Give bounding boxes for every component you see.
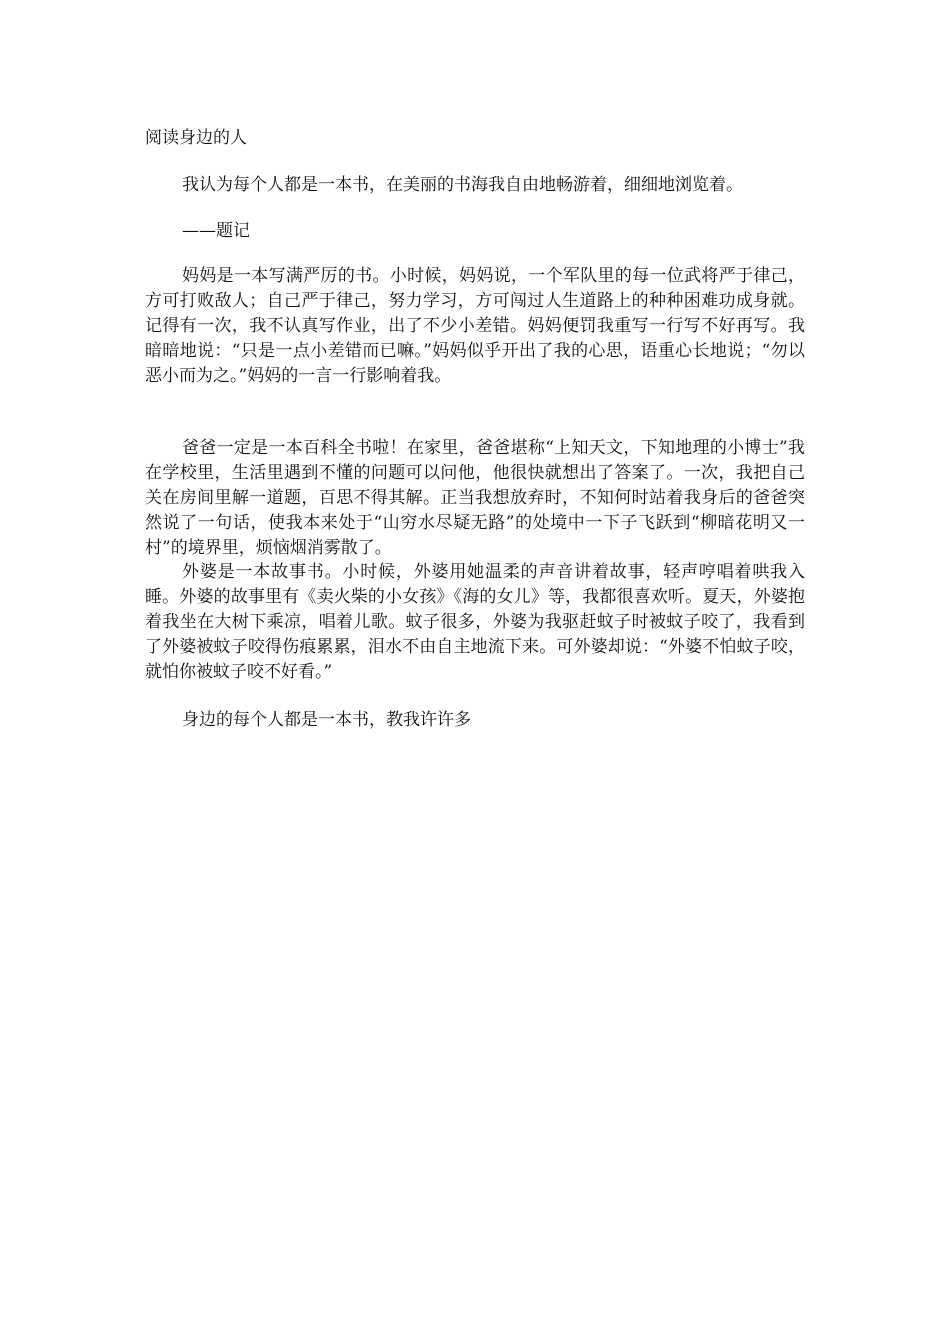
document-title: 阅读身边的人: [145, 128, 247, 148]
paragraph-father: 爸爸一定是一本百科全书啦！在家里，爸爸堪称“上知天文，下知地理的小博士”我在学校里，生活里遇到不懂的问题可以问他，他很快就想出了答案了。一次，我把自己关在房间里解一道题，百思不得其解。正当我想放弃时，不知何时站着我身后的爸爸突然说了一句话，使我本来处于“山穷水尽疑无路”的处境中一下子飞跃到“柳暗花明又一村”的境界里，烦恼烟消雾散了。: [145, 438, 805, 558]
document-page: [145, 0, 805, 1344]
paragraph-intro: 我认为每个人都是一本书，在美丽的书海我自由地畅游着，细细地浏览着。: [182, 175, 743, 195]
paragraph-epigraph-note: ——题记: [182, 221, 250, 241]
paragraph-grandmother: 外婆是一本故事书。小时候，外婆用她温柔的声音讲着故事，轻声哼唱着哄我入睡。外婆的故事里有《卖火柴的小女孩》《海的女儿》等，我都很喜欢听。夏天，外婆抱着我坐在大树下乘凉，唱着儿歌。蚊子很多，外婆为我驱赶蚊子时被蚊子咬了，我看到了外婆被蚊子咬得伤痕累累，泪水不由自主地流下来。可外婆却说：“外婆不怕蚊子咬，就怕你被蚊子咬不好看。”: [145, 562, 805, 682]
paragraph-conclusion: 身边的每个人都是一本书，教我许许多: [182, 710, 471, 730]
paragraph-mother: 妈妈是一本写满严厉的书。小时候，妈妈说，一个军队里的每一位武将严于律己，方可打败敌人；自己严于律己，努力学习，方可闯过人生道路上的种种困难功成身就。记得有一次，我不认真写作业，出了不少小差错。妈妈便罚我重写一行写不好再写。我暗暗地说：“只是一点小差错而已嘛。”妈妈似乎开出了我的心思，语重心长地说；“勿以恶小而为之。”妈妈的一言一行影响着我。: [145, 266, 805, 386]
